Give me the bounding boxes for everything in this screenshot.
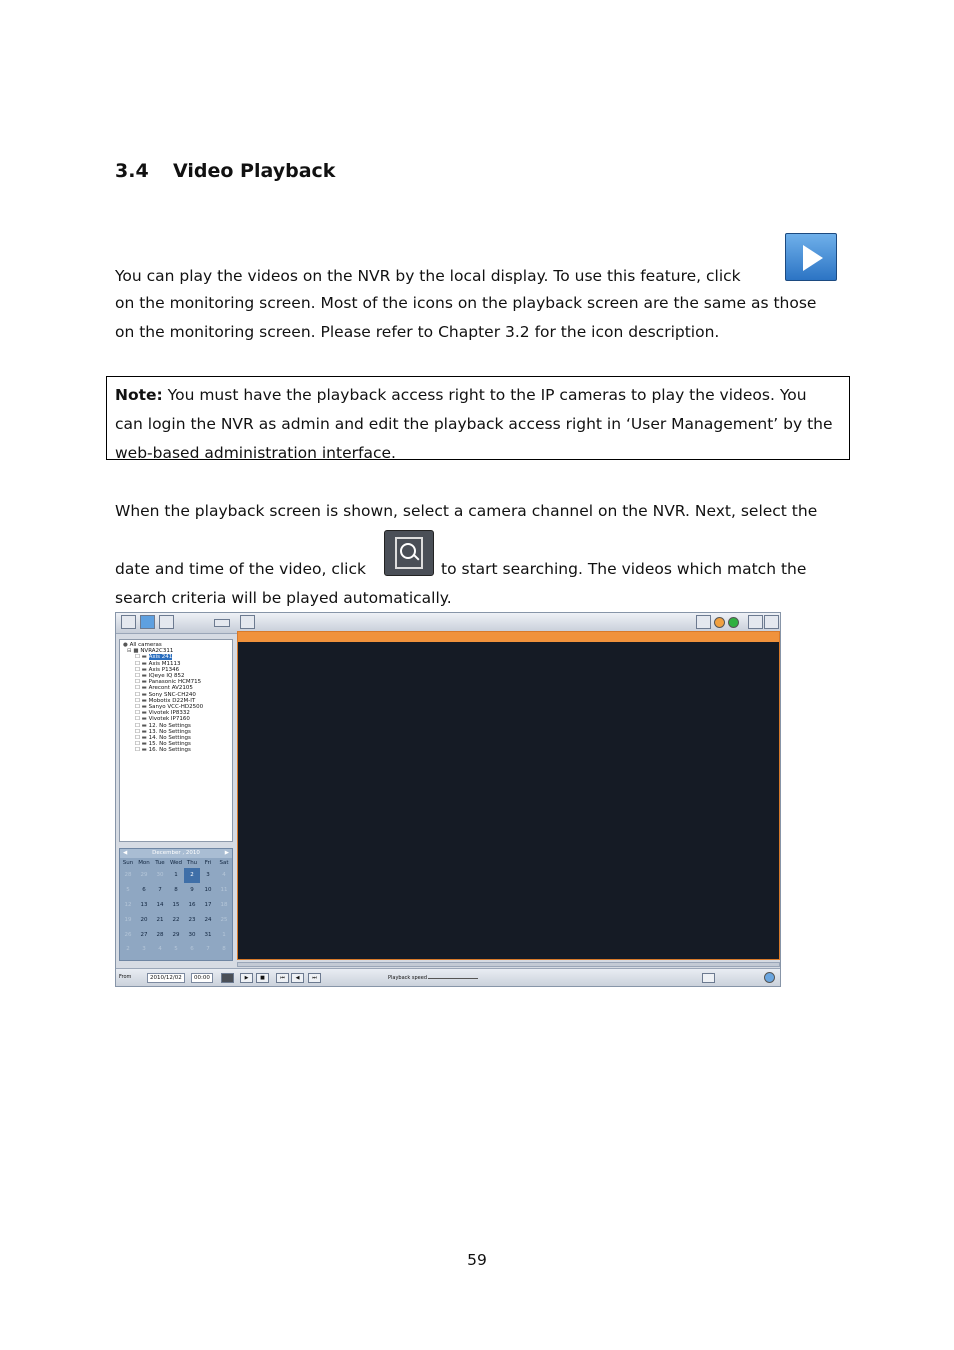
camera-icon: ☐ ▬ bbox=[135, 697, 149, 704]
camera-icon: ☐ ▬ bbox=[135, 722, 149, 729]
weekday-label: Sat bbox=[219, 860, 229, 866]
camera-icon: ☐ ▬ bbox=[135, 691, 149, 698]
calendar-day[interactable]: 19 bbox=[124, 916, 132, 923]
note-line-3: web-based administration interface. bbox=[115, 444, 396, 462]
video-title-bar bbox=[238, 632, 779, 642]
calendar-day[interactable]: 30 bbox=[156, 872, 164, 878]
calendar-day[interactable]: 23 bbox=[188, 916, 196, 923]
calendar-day[interactable]: 13 bbox=[140, 901, 148, 908]
calendar-title: December , 2010 bbox=[152, 850, 200, 856]
calendar-day[interactable]: 24 bbox=[204, 916, 212, 923]
time-field[interactable]: 00:00 bbox=[191, 973, 213, 983]
tree-item-label: Axis M1113 bbox=[148, 660, 181, 667]
search-line-1: When the playback screen is shown, select a camera channel on the NVR. Next, select the bbox=[115, 502, 818, 520]
calendar-day[interactable]: 8 bbox=[222, 946, 226, 953]
calendar-day[interactable]: 6 bbox=[190, 946, 194, 953]
stop-icon[interactable]: ■ bbox=[256, 973, 269, 983]
search-line-2a: date and time of the video, click bbox=[115, 560, 366, 578]
camera-icon: ☐ ▬ bbox=[135, 741, 149, 748]
tree-item-label: NVRA2C311 bbox=[140, 648, 174, 655]
calendar-day[interactable]: 17 bbox=[204, 901, 212, 908]
camera-icon: ☐ ▬ bbox=[135, 666, 149, 673]
calendar-day[interactable]: 16 bbox=[188, 901, 196, 908]
monitor-icon[interactable] bbox=[121, 615, 136, 629]
zoom-icon[interactable] bbox=[702, 973, 715, 983]
calendar-day[interactable]: 9 bbox=[190, 886, 194, 893]
note-line-1: You must have the playback access right to the IP cameras to play the videos. You bbox=[162, 386, 807, 404]
film-search-icon bbox=[384, 530, 434, 576]
tree-item-label: Axis 241 bbox=[148, 654, 173, 661]
camera-icon: ☐ ▬ bbox=[135, 735, 149, 742]
calendar-day[interactable]: 6 bbox=[142, 886, 146, 893]
calendar-day[interactable]: 30 bbox=[188, 931, 196, 938]
calendar-grid bbox=[120, 858, 232, 957]
tree-item-label: Panasonic HCM715 bbox=[148, 679, 202, 686]
camera-icon: ☐ ▬ bbox=[135, 654, 149, 661]
calendar-day[interactable]: 3 bbox=[142, 946, 146, 953]
calendar-day[interactable]: 1 bbox=[222, 931, 226, 938]
tree-item-label: 13. No Settings bbox=[148, 728, 191, 735]
calendar-day[interactable]: 21 bbox=[156, 916, 164, 923]
camera-icon: ☐ ▬ bbox=[135, 673, 149, 680]
status-icon bbox=[728, 617, 739, 628]
tree-item-label: All cameras bbox=[129, 642, 162, 648]
settings-icon[interactable] bbox=[159, 615, 174, 629]
date-field[interactable]: 2010/12/02 bbox=[147, 973, 185, 983]
calendar-day[interactable]: 10 bbox=[204, 886, 212, 893]
calendar-day[interactable]: 2 bbox=[184, 868, 200, 883]
playback-screenshot bbox=[115, 612, 781, 987]
tree-item-label: 14. No Settings bbox=[148, 735, 191, 742]
horizontal-scrollbar[interactable] bbox=[237, 962, 780, 967]
camera-icon: ☐ ▬ bbox=[135, 716, 149, 723]
from-label: From bbox=[119, 974, 132, 980]
tree-item-label: Vivotek IP8332 bbox=[148, 710, 190, 717]
tree-item-label: IQeye IQ 852 bbox=[148, 673, 185, 680]
first-icon[interactable]: ⏮ bbox=[276, 973, 289, 983]
calendar-day[interactable]: 7 bbox=[206, 946, 210, 953]
user-icon[interactable] bbox=[764, 615, 779, 629]
calendar-day[interactable]: 26 bbox=[124, 931, 132, 938]
bottom-toolbar bbox=[116, 968, 780, 987]
calendar-day[interactable]: 4 bbox=[158, 946, 162, 953]
intro-line-2: on the monitoring screen. Most of the icons on the playback screen are the same as those bbox=[115, 294, 817, 312]
calendar-day[interactable]: 15 bbox=[172, 901, 180, 908]
calendar-day[interactable]: 18 bbox=[220, 901, 228, 908]
search-line-2b: to start searching. The videos which match the bbox=[441, 560, 807, 578]
calendar-day[interactable]: 14 bbox=[156, 901, 164, 908]
calendar-header bbox=[120, 849, 232, 858]
tools-icon[interactable] bbox=[696, 615, 711, 629]
play-icon-small[interactable]: ▶ bbox=[240, 973, 253, 983]
camera-icon: ☐ ▬ bbox=[135, 679, 149, 686]
calendar-day[interactable]: 27 bbox=[140, 931, 148, 938]
calendar bbox=[119, 848, 233, 961]
calendar-day[interactable]: 28 bbox=[156, 931, 164, 938]
prev-icon[interactable]: ◀ bbox=[291, 973, 304, 983]
calendar-day[interactable]: 2 bbox=[126, 946, 130, 953]
note-label: Note: bbox=[115, 386, 163, 404]
play-icon bbox=[785, 233, 837, 281]
camera-icon: ☐ ▬ bbox=[135, 704, 149, 711]
calendar-day[interactable]: 5 bbox=[174, 946, 178, 953]
calendar-day[interactable]: 20 bbox=[140, 916, 148, 923]
calendar-day[interactable]: 29 bbox=[140, 872, 148, 878]
calendar-day[interactable]: 3 bbox=[206, 872, 210, 878]
tree-item[interactable] bbox=[123, 747, 229, 753]
calendar-day[interactable]: 25 bbox=[220, 916, 228, 923]
calendar-day[interactable]: 22 bbox=[172, 916, 180, 923]
section-title: Video Playback bbox=[173, 160, 336, 182]
weekday-label: Mon bbox=[138, 860, 150, 866]
camera-icon: ☐ ▬ bbox=[135, 747, 149, 754]
calendar-day[interactable]: 5 bbox=[126, 886, 130, 893]
tree-item-label: Vivotek IP7160 bbox=[148, 716, 190, 723]
info-icon[interactable] bbox=[748, 615, 763, 629]
camera-icon: ☐ ▬ bbox=[135, 660, 149, 667]
next-icon[interactable]: ⏭ bbox=[308, 973, 321, 983]
weekday-label: Fri bbox=[204, 860, 212, 866]
camera-icon: ☐ ▬ bbox=[135, 685, 149, 692]
tree-item-label: Sony SNC-CH240 bbox=[148, 691, 196, 698]
calendar-day[interactable]: 1 bbox=[174, 872, 178, 878]
weekday-label: Thu bbox=[186, 860, 198, 866]
intro-line-1: You can play the videos on the NVR by the local display. To use this feature, click bbox=[115, 267, 741, 285]
note-line-2: can login the NVR as admin and edit the playback access right in ‘User Management’ by the bbox=[115, 415, 833, 433]
section-heading bbox=[115, 160, 335, 182]
tree-item-label: Sanyo VCC-HD2500 bbox=[148, 704, 204, 711]
calendar-day[interactable]: 8 bbox=[174, 886, 178, 893]
calendar-day[interactable]: 29 bbox=[172, 931, 180, 938]
section-number: 3.4 bbox=[115, 160, 149, 182]
prev-month-icon[interactable]: ◀ bbox=[123, 850, 128, 856]
calendar-day[interactable]: 28 bbox=[124, 872, 132, 878]
globe-icon: ● bbox=[123, 642, 130, 648]
help-icon[interactable] bbox=[764, 972, 775, 983]
tree-item-label: 16. No Settings bbox=[148, 747, 191, 754]
nvr-icon: ⊟ ■ bbox=[127, 648, 141, 655]
search-icon[interactable] bbox=[221, 973, 234, 983]
weekday-label: Tue bbox=[155, 860, 165, 866]
alert-icon[interactable] bbox=[714, 617, 725, 628]
tree-item-label: 15. No Settings bbox=[148, 741, 191, 748]
next-month-icon[interactable]: ▶ bbox=[224, 850, 229, 856]
weekday-label: Wed bbox=[170, 860, 182, 866]
speed-slider[interactable] bbox=[428, 978, 478, 979]
calendar-day[interactable]: 7 bbox=[158, 886, 162, 893]
calendar-day[interactable]: 31 bbox=[204, 931, 212, 938]
tree-item-label: Axis P1346 bbox=[148, 666, 180, 673]
search-line-3: search criteria will be played automatically. bbox=[115, 589, 452, 607]
video-display bbox=[237, 631, 780, 960]
weekday-label: Sun bbox=[122, 860, 134, 866]
intro-line-3: on the monitoring screen. Please refer to Chapter 3.2 for the icon description. bbox=[115, 323, 720, 341]
minimize-icon[interactable] bbox=[214, 619, 230, 627]
tree-item-label: 12. No Settings bbox=[148, 722, 191, 729]
page-number: 59 bbox=[467, 1251, 487, 1269]
play-mode-icon[interactable] bbox=[140, 615, 155, 629]
calendar-day[interactable]: 4 bbox=[222, 872, 226, 878]
playback-speed-label: Playback speed bbox=[388, 975, 428, 981]
calendar-day[interactable]: 12 bbox=[124, 901, 132, 908]
fullscreen-icon[interactable] bbox=[240, 615, 255, 629]
camera-tree bbox=[119, 639, 233, 842]
calendar-day[interactable]: 11 bbox=[220, 886, 228, 893]
tree-item-label: Mobotix D22M-IT bbox=[148, 697, 196, 704]
tree-item-label: Arecont AV2105 bbox=[148, 685, 193, 692]
camera-icon: ☐ ▬ bbox=[135, 710, 149, 717]
note-box bbox=[106, 376, 850, 460]
camera-icon: ☐ ▬ bbox=[135, 728, 149, 735]
